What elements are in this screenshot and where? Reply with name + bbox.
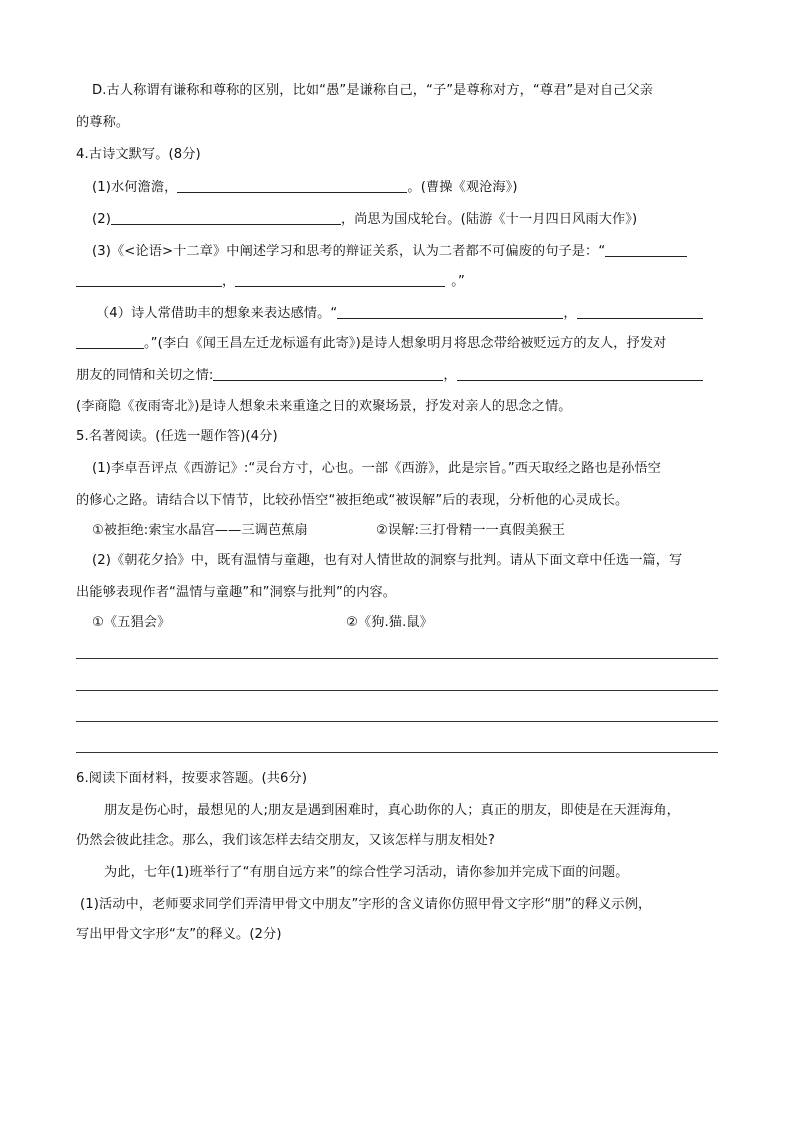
q6-title: 6.阅读下面材料，按要求答题。(共6分) bbox=[76, 771, 308, 786]
q4-item4-line2 bbox=[76, 334, 666, 353]
q4-item4-blank2[interactable] bbox=[577, 304, 703, 319]
q4-item4-comma: ， bbox=[563, 306, 577, 321]
answer-line-4[interactable] bbox=[76, 752, 718, 753]
q4-item4-blank1[interactable] bbox=[337, 304, 563, 319]
q4-item3-line1 bbox=[92, 242, 687, 261]
q5-option2: ②误解:三打骨精一一真假美猴王 bbox=[376, 523, 566, 538]
q5-choice2: ②《狗.猫.鼠》 bbox=[346, 615, 433, 630]
q4-item1-suffix: 。(曹操《观沧海》) bbox=[407, 180, 518, 195]
q5-item2-line2: 出能够表现作者“温情与童趣”和”洞察与批判”的内容。 bbox=[76, 585, 397, 600]
q5-item2-line1: (2)《朝花夕拾》中，既有温情与童趣，也有对人情世故的洞察与批判。请从下面文章中任选一篇，写 bbox=[92, 553, 683, 568]
q4-item3-text: (3)《<论语>十二章》中阐述学习和思考的辩证关系，认为二者都不可偏废的句子是：“ bbox=[92, 244, 606, 259]
answer-line-1[interactable] bbox=[76, 658, 718, 659]
q4-item4-line1 bbox=[96, 304, 703, 323]
q4-item3-blank2[interactable] bbox=[76, 272, 222, 287]
option-d-line1: D.古人称谓有谦称和尊称的区别，比如“愚”是谦称自己，“子”是尊称对方，“尊君”是对自己父亲 bbox=[92, 83, 654, 98]
q4-item2 bbox=[92, 210, 637, 229]
q4-item4-blank4[interactable] bbox=[213, 366, 443, 381]
q4-item4-blank3[interactable] bbox=[76, 334, 144, 349]
q4-item4-line2-text: 。”(李白《闻王昌左迁龙标遥有此寄》)是诗人想象明月将思念带给被贬远方的友人，抒发对 bbox=[144, 336, 667, 351]
option-d-line2: 的尊称。 bbox=[76, 115, 130, 130]
q6-item1-line1: (1)活动中，老师要求同学们弄清甲骨文中朋友”字形的含义请你仿照甲骨文字形“朋”的释义示例， bbox=[80, 897, 652, 912]
q4-item2-blank[interactable] bbox=[111, 210, 341, 225]
q4-item4-blank5[interactable] bbox=[457, 366, 703, 381]
q5-option1: ①被拒绝:索宝水晶宫——三调芭蕉扇 bbox=[92, 523, 308, 538]
q6-para1-line1: 朋友是伤心时，最想见的人;朋友是遇到困难时，真心助你的人；真正的朋友，即使是在天涯海角， bbox=[104, 803, 680, 818]
q4-item1-prefix: (1)水何澹澹， bbox=[92, 180, 178, 195]
q4-item1-blank[interactable] bbox=[177, 178, 407, 193]
q4-item2-prefix: (2) bbox=[92, 212, 111, 227]
q4-item2-suffix: ，尚思为国戍轮台。(陆游《十一月四日风雨大作》) bbox=[340, 212, 638, 227]
q4-item3-line2 bbox=[76, 272, 465, 291]
q5-title: 5.名著阅读。(任选一题作答)(4分) bbox=[76, 429, 278, 444]
q4-title: 4.古诗文默写。(8分) bbox=[76, 147, 201, 162]
q4-item3-end: 。” bbox=[451, 274, 465, 289]
q5-item1-line2: 的修心之路。请结合以下情节，比较孙悟空“被拒绝或“被误解”后的表现，分析他的心灵成长。 bbox=[76, 493, 629, 508]
q4-item4-prefix: （4）诗人常借助丰的想象来表达感情。“ bbox=[96, 306, 338, 321]
q4-item4-line3-prefix: 朋友的同情和关切之情: bbox=[76, 368, 214, 383]
q6-item1-line2: 写出甲骨文字形“友”的释义。(2分) bbox=[76, 927, 282, 942]
q4-item4-line4: (李商隐《夜雨寄北》)是诗人想象未来重逢之日的欢聚场景，抒发对亲人的思念之情。 bbox=[76, 399, 572, 414]
answer-line-2[interactable] bbox=[76, 690, 718, 691]
q4-item4-line3 bbox=[76, 366, 703, 385]
q4-item3-comma: ， bbox=[222, 274, 236, 289]
q4-item4-line3-comma: ， bbox=[443, 368, 457, 383]
q6-para2: 为此，七年(1)班举行了“有朋自远方来”的综合性学习活动，请你参加并完成下面的问题。 bbox=[104, 865, 629, 880]
q5-choice1: ①《五猖会》 bbox=[92, 615, 171, 630]
q4-item3-blank3[interactable] bbox=[235, 272, 445, 287]
q6-para1-line2: 仍然会彼此挂念。那么，我们该怎样去结交朋友，又该怎样与朋友相处? bbox=[76, 833, 496, 848]
q4-item3-blank1[interactable] bbox=[605, 242, 687, 257]
answer-line-3[interactable] bbox=[76, 721, 718, 722]
q5-item1-line1: (1)李卓吾评点《西游记》:“灵台方寸，心也。一部《西游》，此是宗旨。”西天取经之路也是孙悟空 bbox=[92, 461, 661, 476]
q4-item1 bbox=[92, 178, 518, 197]
